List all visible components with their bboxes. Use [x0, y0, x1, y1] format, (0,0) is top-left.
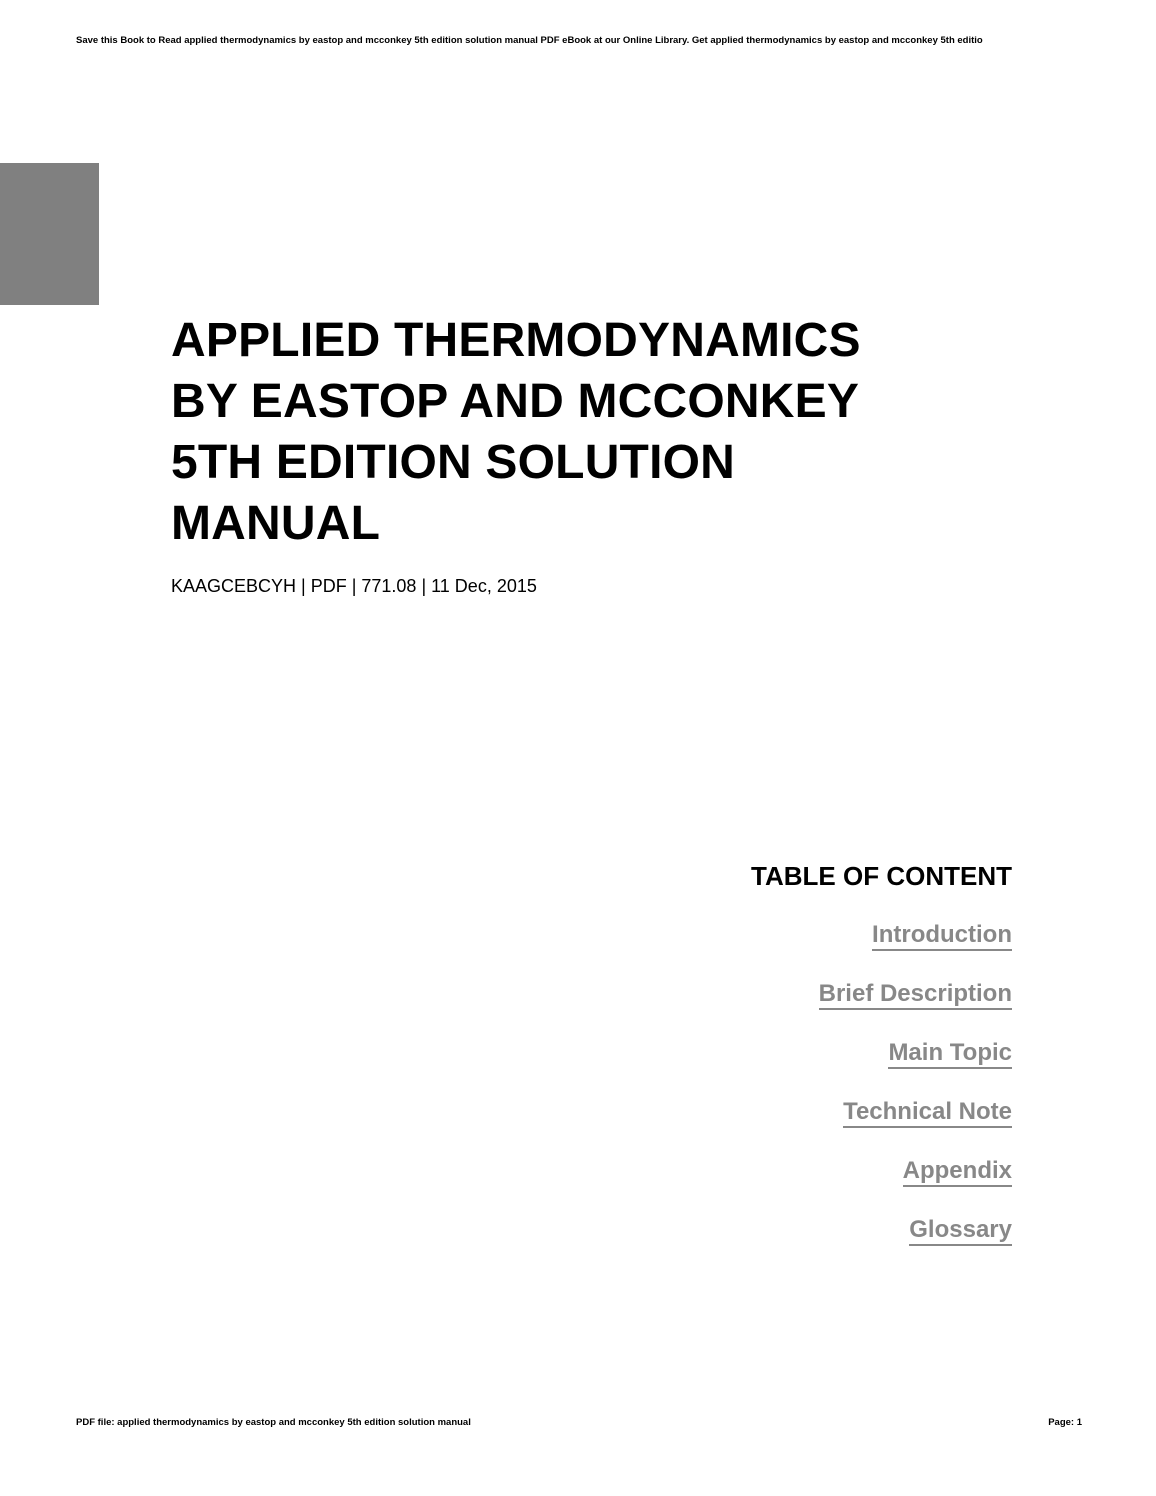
footer-file-label: PDF file: applied thermodynamics by eastop and mcconkey 5th edition solution manual — [76, 1417, 471, 1428]
document-title: APPLIED THERMODYNAMICS BY EASTOP AND MCCONKEY 5TH EDITION SOLUTION MANUAL — [171, 314, 861, 550]
toc-link-introduction[interactable]: Introduction — [872, 921, 1012, 951]
toc-item — [751, 920, 1012, 952]
toc-item — [751, 979, 1012, 1011]
toc-heading: TABLE OF CONTENT — [751, 861, 1012, 891]
top-banner: Save this Book to Read applied thermodynamics by eastop and mcconkey 5th edition solution manual PDF eBook at our Online Library. Get applied thermodynamics by eastop and mcconkey 5th editio — [76, 35, 983, 46]
footer-page-number: Page: 1 — [1048, 1417, 1082, 1428]
toc-item — [751, 1097, 1012, 1129]
toc-link-main-topic[interactable]: Main Topic — [888, 1039, 1012, 1069]
toc-item — [751, 1215, 1012, 1247]
toc-link-brief-description[interactable]: Brief Description — [819, 980, 1012, 1010]
toc-item — [751, 1156, 1012, 1188]
toc-item — [751, 1038, 1012, 1070]
toc-link-appendix[interactable]: Appendix — [903, 1157, 1012, 1187]
table-of-content — [751, 860, 1012, 1274]
document-meta: KAAGCEBCYH | PDF | 771.08 | 11 Dec, 2015 — [171, 576, 537, 596]
toc-link-glossary[interactable]: Glossary — [909, 1216, 1012, 1246]
toc-link-technical-note[interactable]: Technical Note — [843, 1098, 1012, 1128]
cover-placeholder-block — [0, 163, 99, 305]
toc-list — [751, 920, 1012, 1247]
